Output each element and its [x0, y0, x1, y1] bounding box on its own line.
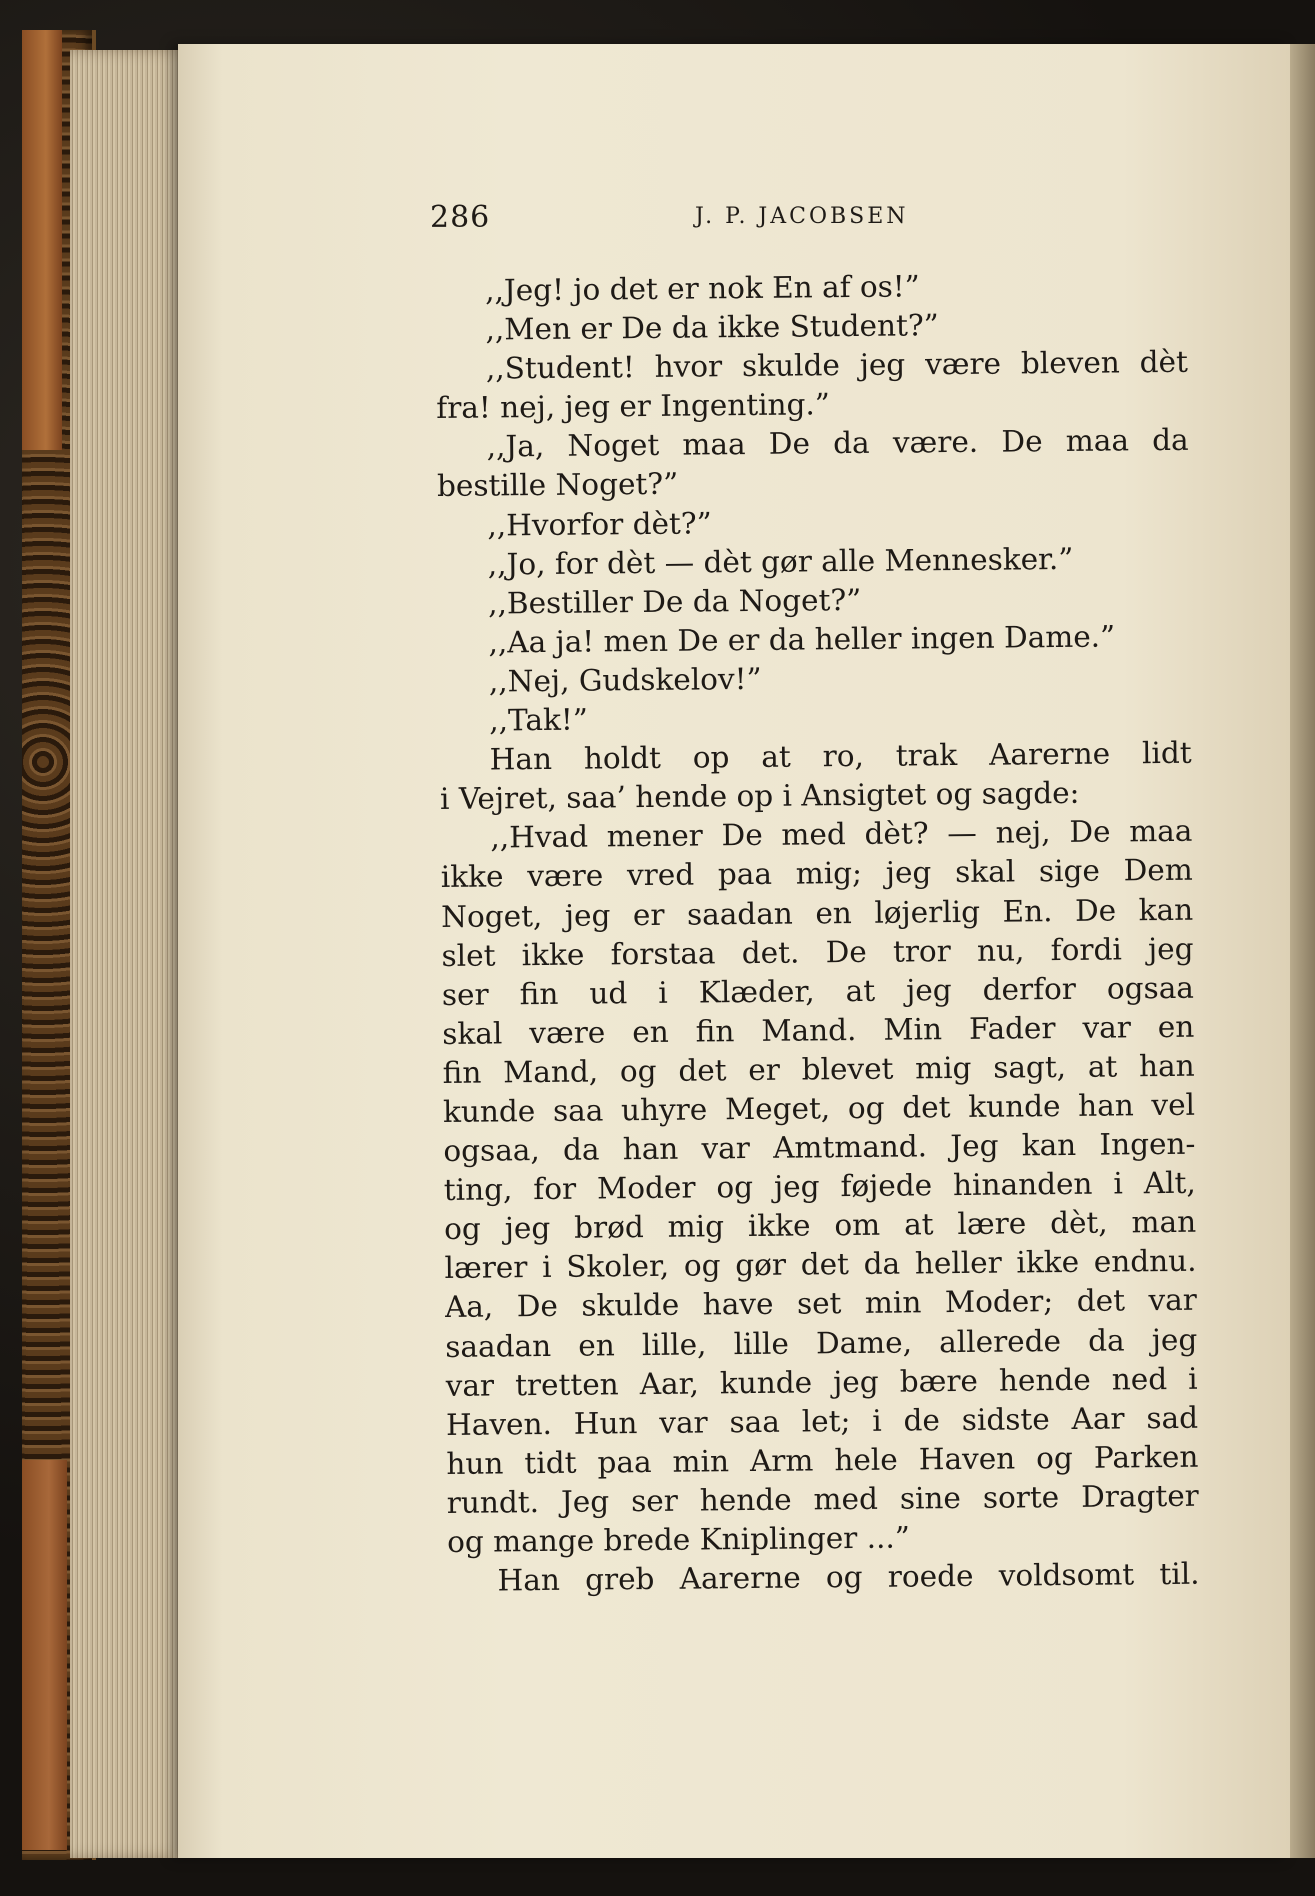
text-line: ,,Hvad mener De med dèt? — nej, De maa	[490, 814, 1193, 855]
text-line: Aa, De skulde have set min Moder; det var	[444, 1283, 1198, 1325]
text-line: ,,Bestiller De da Noget?”	[488, 582, 862, 621]
page-number: 286	[430, 200, 491, 235]
text-line: ogsaa, da han var Amtmand. Jeg kan Ingen-	[443, 1126, 1196, 1169]
text-line: ikke være vred paa mig; jeg skal sige Dem	[440, 853, 1193, 895]
text-line: i Vejret, saa’ hende op i Ansigtet og sagde:	[439, 776, 1080, 817]
text-line: Han greb Aarerne og roede voldsomt til.	[497, 1556, 1200, 1598]
text-line: ting, for Moder og jeg føjede hinanden i Alt,	[443, 1165, 1196, 1208]
text-line: var tretten Aar, kunde jeg bære hende ned i	[445, 1361, 1198, 1403]
text-line: ,,Hvorfor dèt?”	[487, 505, 712, 543]
text-line: og jeg brød mig ikke om at lære dèt, man	[444, 1204, 1197, 1247]
text-line: Noget, jeg er saadan en løjerlig En. De kan	[441, 892, 1194, 934]
text-line: fra! nej, jeg er Ingenting.”	[436, 387, 831, 426]
text-line: ,,Ja, Noget maa De da være. De maa da	[486, 423, 1189, 464]
page-right-edge	[1290, 44, 1315, 1858]
text-line: kunde saa uhyre Meget, og det kunde han vel	[442, 1087, 1196, 1129]
book-cover-leather-top	[22, 30, 62, 450]
text-line: bestille Noget?”	[436, 467, 679, 504]
text-line: hun tidt paa min Arm hele Haven og Parken	[446, 1439, 1199, 1481]
text-line: ,,Men er De da ikke Student?”	[485, 308, 939, 347]
text-line: og mange brede Kniplinger ...”	[447, 1520, 911, 1559]
text-line: slet ikke forstaa det. De tror nu, fordi jeg	[441, 931, 1194, 973]
text-line: ,,Nej, Gudskelov!”	[488, 661, 762, 699]
text-line: rundt. Jeg ser hende med sine sorte Dragter	[446, 1478, 1199, 1520]
text-line: ,,Jo, for dèt — dèt gør alle Mennesker.”	[487, 541, 1074, 582]
text-line: skal være en fin Mand. Min Fader var en	[442, 1009, 1195, 1051]
text-line: fin Mand, og det er blevet mig sagt, at han	[442, 1048, 1195, 1090]
text-line: lærer i Skoler, og gør det da heller ikke endnu.	[444, 1244, 1197, 1286]
text-line: saadan en lille, lille Dame, allerede da jeg	[445, 1322, 1198, 1364]
body-text	[435, 265, 1200, 1601]
page-header	[430, 200, 930, 240]
running-head: J. P. JACOBSEN	[695, 204, 909, 229]
text-line: ,,Tak!”	[489, 702, 589, 738]
text-line: ,,Jeg! jo det er nok En af os!”	[485, 269, 920, 308]
text-line: Han holdt op at ro, trak Aarerne lidt	[489, 735, 1192, 777]
text-line: Haven. Hun var saa let; i de sidste Aar sad	[445, 1400, 1199, 1442]
text-line: ser fin ud i Klæder, at jeg derfor ogsaa	[441, 970, 1195, 1012]
text-line: ,,Student! hvor skulde jeg være bleven dèt	[485, 344, 1189, 386]
book-cover-leather-bottom	[22, 1460, 67, 1850]
text-line: ,,Aa ja! men De er da heller ingen Dame.”	[488, 619, 1116, 660]
